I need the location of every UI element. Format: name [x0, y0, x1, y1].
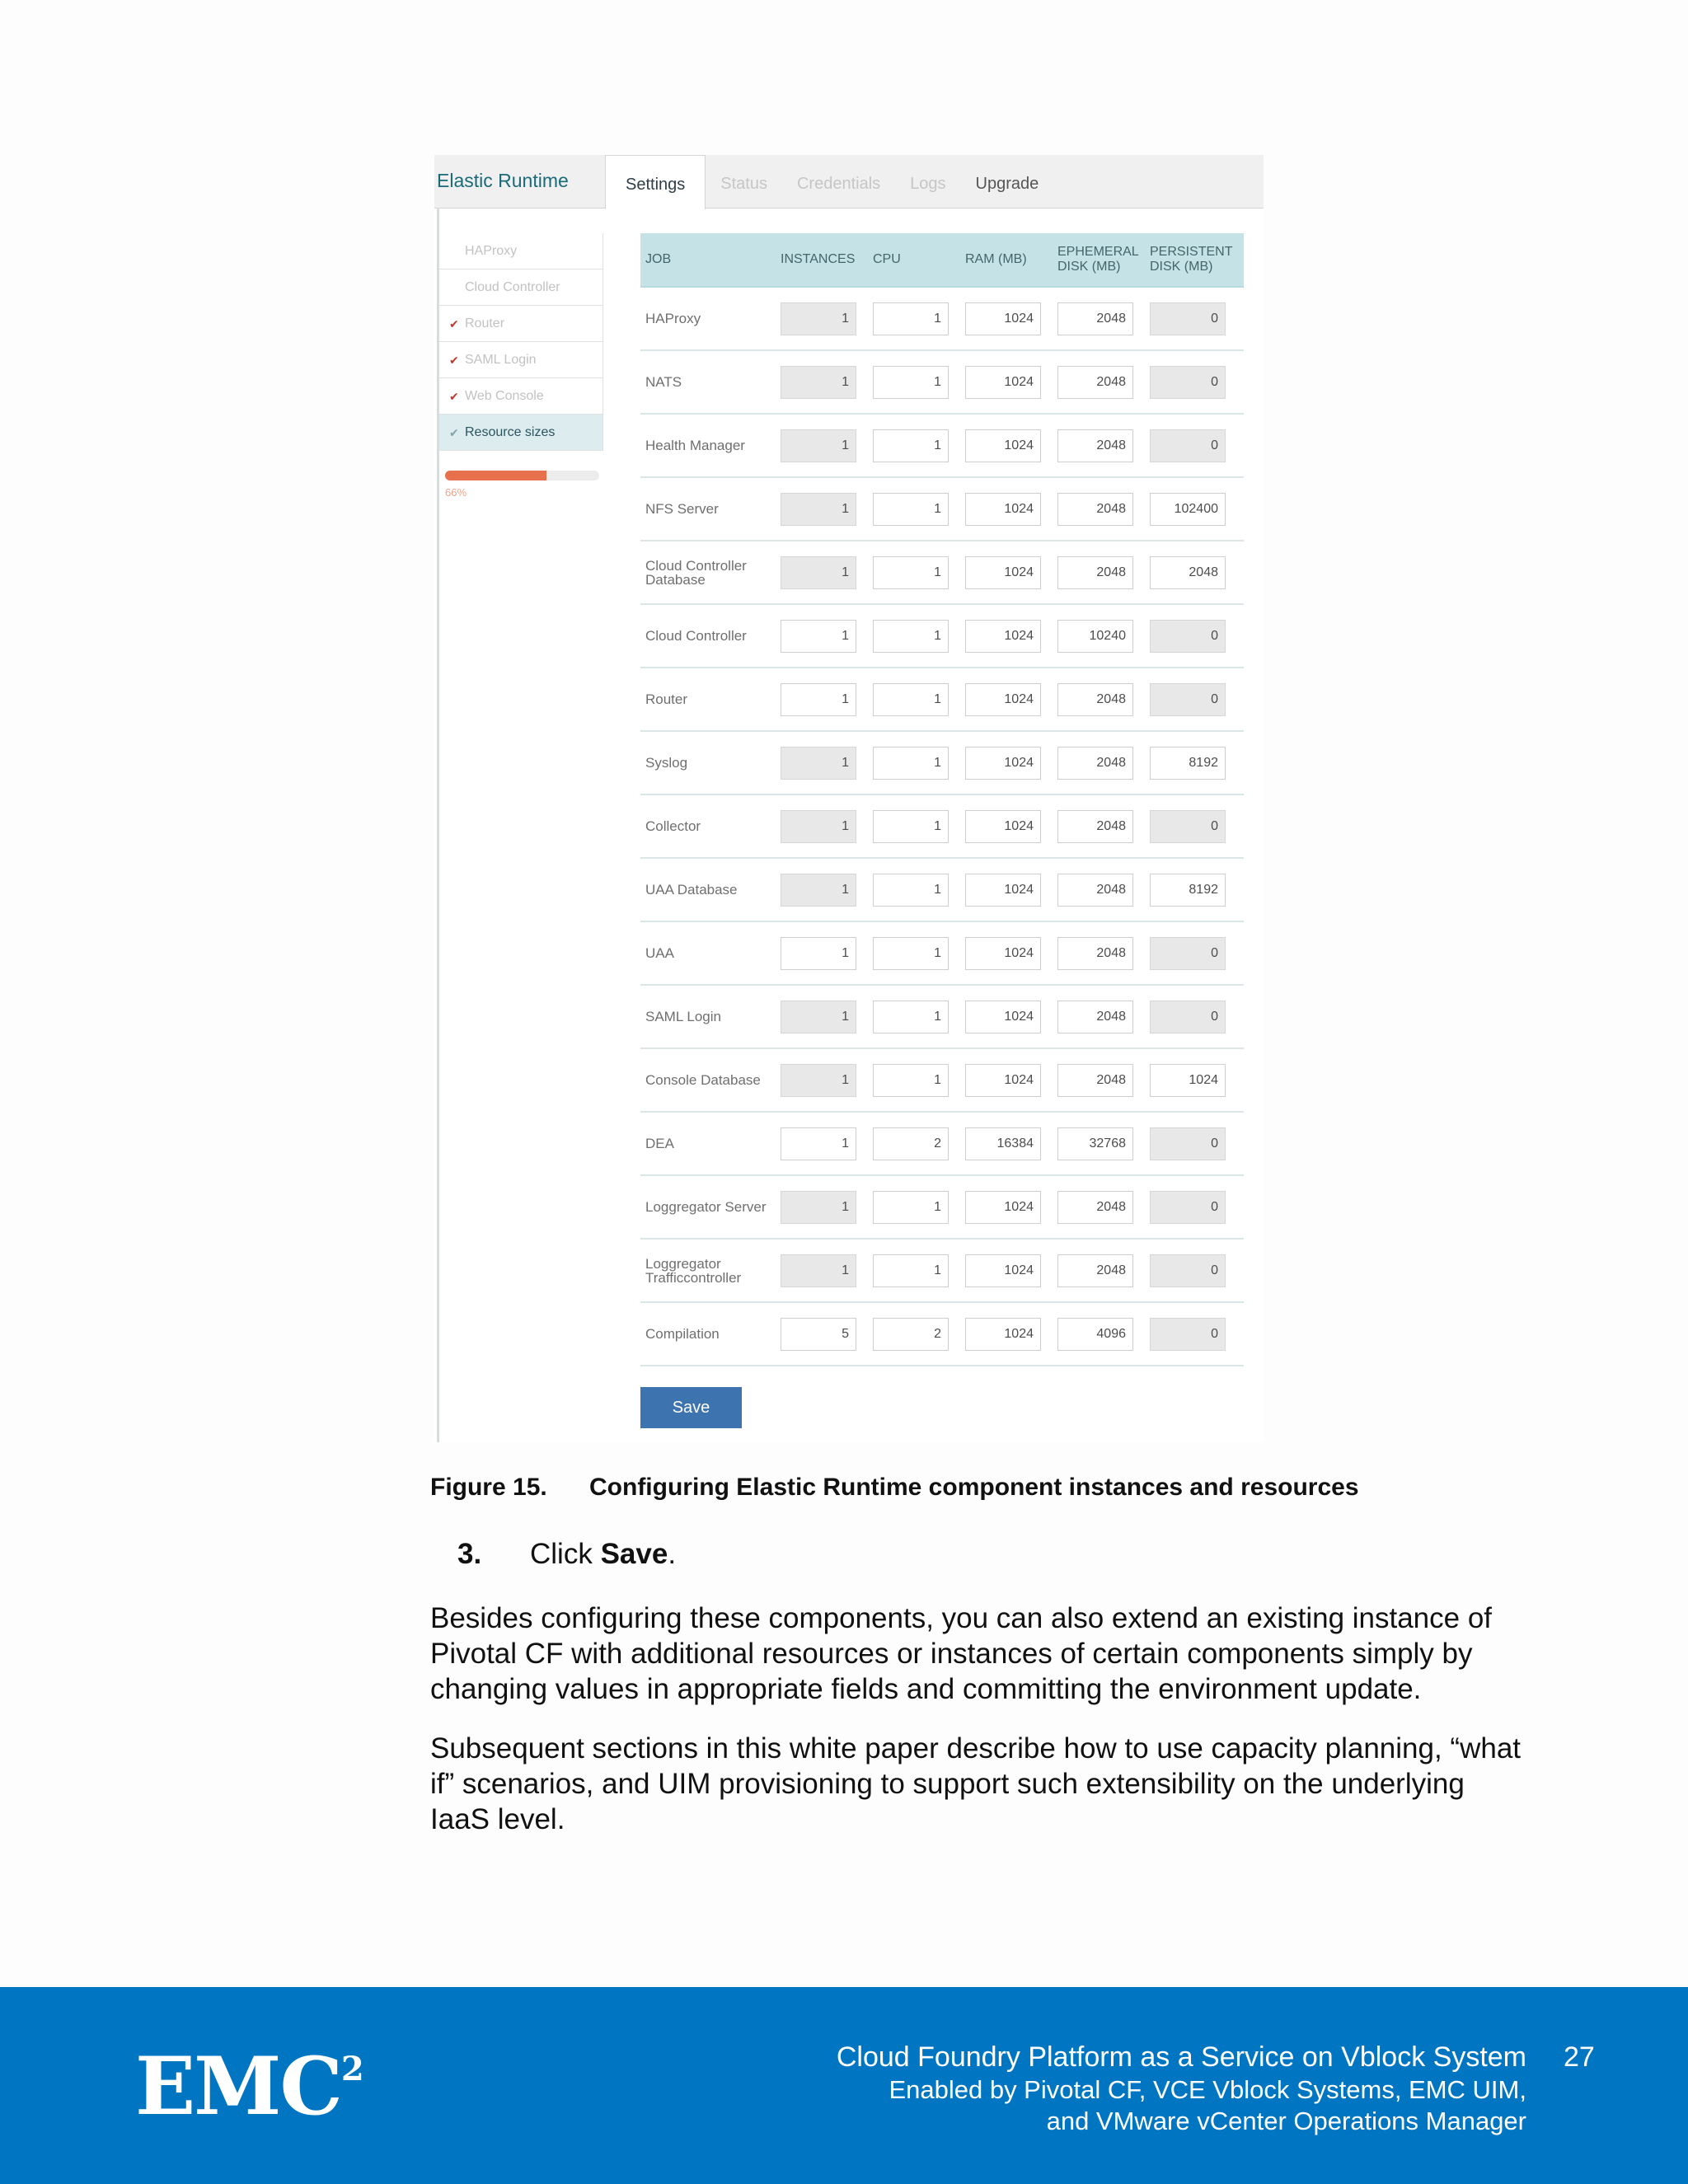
cell-ephemeral: [1053, 1239, 1145, 1302]
cell-persistent: [1145, 287, 1244, 350]
ephemeral-field[interactable]: 2048: [1057, 302, 1133, 335]
sidebar-item-label: HAProxy: [465, 244, 518, 258]
ram-field[interactable]: 1024: [965, 1318, 1041, 1351]
ephemeral-field[interactable]: 2048: [1057, 1064, 1133, 1097]
column-header-instances: INSTANCES: [776, 233, 868, 287]
job-name: HAProxy: [640, 287, 776, 350]
cell-ram: [960, 414, 1053, 477]
cpu-field[interactable]: 1: [873, 302, 949, 335]
cell-ram: [960, 668, 1053, 731]
table-row: [640, 1175, 1244, 1239]
sidebar-item-resource-sizes[interactable]: [439, 415, 603, 451]
ram-field[interactable]: 1024: [965, 937, 1041, 970]
cell-instances: [776, 541, 868, 604]
table-row: [640, 477, 1244, 541]
instances-field[interactable]: 1: [781, 1064, 856, 1097]
ephemeral-field[interactable]: 2048: [1057, 747, 1133, 780]
job-name: DEA: [640, 1112, 776, 1175]
cell-instances: [776, 287, 868, 350]
step-number: 3.: [457, 1538, 482, 1570]
persistent-field[interactable]: 1024: [1150, 1064, 1226, 1097]
cpu-field[interactable]: 1: [873, 874, 949, 907]
cell-ram: [960, 1239, 1053, 1302]
cell-ephemeral: [1053, 350, 1145, 414]
instances-field[interactable]: 1: [781, 366, 856, 399]
emc-logo: [135, 2040, 363, 2133]
instances-field[interactable]: 1: [781, 429, 856, 462]
cell-ram: [960, 921, 1053, 985]
instances-field[interactable]: 1: [781, 1001, 856, 1033]
page-number: 27: [1564, 2041, 1595, 2073]
cell-persistent: [1145, 1302, 1244, 1366]
instances-field[interactable]: 1: [781, 493, 856, 526]
cell-ram: [960, 350, 1053, 414]
cell-persistent: [1145, 541, 1244, 604]
cell-ram: [960, 985, 1053, 1048]
cell-instances: [776, 1112, 868, 1175]
body-paragraph: Subsequent sections in this white paper describe how to use capacity planning, “what if” scenarios, and UIM provisioning to support such extensibility on the underlying IaaS level.: [430, 1732, 1522, 1835]
cell-cpu: [868, 668, 960, 731]
ephemeral-field[interactable]: 2048: [1057, 810, 1133, 843]
instances-field[interactable]: 1: [781, 747, 856, 780]
persistent-field[interactable]: 0: [1150, 683, 1226, 716]
checkmark-icon: ✔: [449, 426, 459, 439]
progress-percent: 66%: [445, 486, 467, 499]
resource-sizes-table: [640, 233, 1244, 1366]
cell-persistent: [1145, 921, 1244, 985]
instances-field[interactable]: 5: [781, 1318, 856, 1351]
persistent-field[interactable]: 0: [1150, 620, 1226, 653]
progress-bar-fill: [445, 471, 546, 480]
page-footer: [0, 1987, 1688, 2184]
cell-persistent: [1145, 414, 1244, 477]
cell-ephemeral: [1053, 541, 1145, 604]
job-name: UAA Database: [640, 858, 776, 921]
persistent-field[interactable]: 102400: [1150, 493, 1226, 526]
progress-bar: [445, 471, 599, 480]
cell-instances: [776, 858, 868, 921]
tab-status[interactable]: Status: [720, 175, 767, 193]
sidebar-item-haproxy[interactable]: [439, 233, 603, 269]
table-header-row: [640, 233, 1244, 287]
ephemeral-field[interactable]: 2048: [1057, 874, 1133, 907]
cell-cpu: [868, 794, 960, 858]
persistent-field[interactable]: 0: [1150, 937, 1226, 970]
sidebar-item-label: SAML Login: [465, 353, 537, 367]
cpu-field[interactable]: 1: [873, 937, 949, 970]
cell-cpu: [868, 414, 960, 477]
ephemeral-field[interactable]: 2048: [1057, 683, 1133, 716]
cell-ram: [960, 541, 1053, 604]
column-header-job: JOB: [640, 233, 776, 287]
cell-ephemeral: [1053, 1112, 1145, 1175]
ram-field[interactable]: 1024: [965, 1064, 1041, 1097]
persistent-field[interactable]: 8192: [1150, 874, 1226, 907]
cell-instances: [776, 731, 868, 794]
ram-field[interactable]: 1024: [965, 1001, 1041, 1033]
instances-field[interactable]: 1: [781, 1127, 856, 1160]
logo-text: EMC: [135, 2040, 341, 2133]
cell-ram: [960, 794, 1053, 858]
cell-cpu: [868, 921, 960, 985]
cell-persistent: [1145, 731, 1244, 794]
elastic-runtime-screenshot: [434, 155, 1264, 1442]
ephemeral-field[interactable]: 2048: [1057, 1254, 1133, 1287]
cell-ephemeral: [1053, 414, 1145, 477]
cell-ephemeral: [1053, 985, 1145, 1048]
tile-header: [434, 155, 1264, 209]
ephemeral-field[interactable]: 4096: [1057, 1318, 1133, 1351]
cpu-field[interactable]: 1: [873, 366, 949, 399]
cell-cpu: [868, 1175, 960, 1239]
ephemeral-field[interactable]: 2048: [1057, 937, 1133, 970]
cpu-field[interactable]: 1: [873, 493, 949, 526]
step-suffix: .: [668, 1538, 677, 1570]
ephemeral-field[interactable]: 2048: [1057, 556, 1133, 589]
table-row: [640, 1239, 1244, 1302]
ephemeral-field[interactable]: 2048: [1057, 493, 1133, 526]
job-name: Syslog: [640, 731, 776, 794]
sidebar-item-label: Cloud Controller: [465, 280, 560, 294]
cpu-field[interactable]: 1: [873, 556, 949, 589]
ram-field[interactable]: 1024: [965, 302, 1041, 335]
cpu-field[interactable]: 1: [873, 620, 949, 653]
save-button[interactable]: Save: [640, 1387, 742, 1428]
cell-instances: [776, 477, 868, 541]
figure-number: Figure 15.: [430, 1474, 547, 1501]
cpu-field[interactable]: 1: [873, 429, 949, 462]
cell-instances: [776, 1239, 868, 1302]
footer-subtitle-line: Enabled by Pivotal CF, VCE Vblock Systems, EMC UIM,: [889, 2075, 1526, 2104]
table-row: [640, 414, 1244, 477]
table-row: [640, 858, 1244, 921]
cell-ephemeral: [1053, 731, 1145, 794]
sidebar-item-saml-login[interactable]: [439, 342, 603, 378]
ephemeral-field[interactable]: 2048: [1057, 429, 1133, 462]
cell-instances: [776, 668, 868, 731]
cpu-field[interactable]: 1: [873, 683, 949, 716]
table-row: [640, 985, 1244, 1048]
cell-persistent: [1145, 1112, 1244, 1175]
instances-field[interactable]: 1: [781, 810, 856, 843]
cell-persistent: [1145, 1048, 1244, 1112]
cell-persistent: [1145, 858, 1244, 921]
instances-field[interactable]: 1: [781, 556, 856, 589]
cell-persistent: [1145, 1175, 1244, 1239]
cell-persistent: [1145, 794, 1244, 858]
ram-field[interactable]: 1024: [965, 874, 1041, 907]
cell-ephemeral: [1053, 921, 1145, 985]
header-line: DISK (MB): [1150, 260, 1213, 274]
tab-bar: [605, 155, 1053, 208]
sidebar-item-router[interactable]: [439, 306, 603, 342]
ephemeral-field[interactable]: 2048: [1057, 1001, 1133, 1033]
column-header-persistent-disk: [1145, 233, 1244, 287]
ram-field[interactable]: 1024: [965, 683, 1041, 716]
sidebar: [439, 233, 603, 451]
cell-instances: [776, 1048, 868, 1112]
ram-field[interactable]: 1024: [965, 810, 1041, 843]
cell-ephemeral: [1053, 858, 1145, 921]
cell-instances: [776, 985, 868, 1048]
figure-caption: [430, 1474, 1359, 1502]
cell-ephemeral: [1053, 1048, 1145, 1112]
cell-ephemeral: [1053, 794, 1145, 858]
ram-field[interactable]: 1024: [965, 1191, 1041, 1224]
cell-ram: [960, 1175, 1053, 1239]
persistent-field[interactable]: 0: [1150, 810, 1226, 843]
cpu-field[interactable]: 2: [873, 1127, 949, 1160]
cell-ram: [960, 287, 1053, 350]
cell-persistent: [1145, 477, 1244, 541]
cpu-field[interactable]: 1: [873, 1001, 949, 1033]
persistent-field[interactable]: 0: [1150, 1191, 1226, 1224]
tab-logs[interactable]: Logs: [910, 175, 946, 193]
column-header-ephemeral-disk: [1053, 233, 1145, 287]
cpu-field[interactable]: 2: [873, 1318, 949, 1351]
table-row: [640, 731, 1244, 794]
cell-cpu: [868, 985, 960, 1048]
ram-field[interactable]: 1024: [965, 493, 1041, 526]
ram-field[interactable]: 1024: [965, 620, 1041, 653]
checkmark-icon: ✔: [449, 354, 459, 367]
cell-cpu: [868, 1048, 960, 1112]
job-name: UAA: [640, 921, 776, 985]
cell-persistent: [1145, 604, 1244, 668]
ram-field[interactable]: 16384: [965, 1127, 1041, 1160]
cell-ram: [960, 1302, 1053, 1366]
step-prefix: Click: [530, 1538, 601, 1570]
cell-ephemeral: [1053, 1175, 1145, 1239]
cell-ram: [960, 1048, 1053, 1112]
ram-field[interactable]: 1024: [965, 366, 1041, 399]
ram-field[interactable]: 1024: [965, 1254, 1041, 1287]
cell-cpu: [868, 1112, 960, 1175]
cell-cpu: [868, 350, 960, 414]
column-header-cpu: CPU: [868, 233, 960, 287]
job-name: Compilation: [640, 1302, 776, 1366]
ephemeral-field[interactable]: 10240: [1057, 620, 1133, 653]
cell-ephemeral: [1053, 668, 1145, 731]
job-name: SAML Login: [640, 985, 776, 1048]
persistent-field[interactable]: 0: [1150, 1127, 1226, 1160]
instances-field[interactable]: 1: [781, 683, 856, 716]
cell-ephemeral: [1053, 1302, 1145, 1366]
cell-ram: [960, 1112, 1053, 1175]
body-paragraph: Besides configuring these components, you can also extend an existing instance of Pivotal CF with additional resources or instances of certain components simply by changing values in appropriate fields and committing the environment update.: [430, 1602, 1493, 1705]
job-name: Loggregator Trafficcontroller: [640, 1239, 776, 1302]
cell-instances: [776, 794, 868, 858]
instances-field[interactable]: 1: [781, 874, 856, 907]
cpu-field[interactable]: 1: [873, 747, 949, 780]
ram-field[interactable]: 1024: [965, 747, 1041, 780]
job-name: NFS Server: [640, 477, 776, 541]
table-row: [640, 1112, 1244, 1175]
cell-persistent: [1145, 350, 1244, 414]
instances-field[interactable]: 1: [781, 302, 856, 335]
header-line: EPHEMERAL: [1057, 245, 1139, 259]
tab-settings[interactable]: Settings: [605, 155, 706, 209]
cell-ephemeral: [1053, 477, 1145, 541]
sidebar-item-cloud-controller[interactable]: [439, 269, 603, 306]
table-row: [640, 541, 1244, 604]
job-name: Router: [640, 668, 776, 731]
sidebar-item-web-console[interactable]: [439, 378, 603, 415]
job-name: Console Database: [640, 1048, 776, 1112]
ram-field[interactable]: 1024: [965, 429, 1041, 462]
header-line: DISK (MB): [1057, 260, 1121, 274]
persistent-field[interactable]: 0: [1150, 1318, 1226, 1351]
cpu-field[interactable]: 1: [873, 810, 949, 843]
job-name: NATS: [640, 350, 776, 414]
cell-persistent: [1145, 985, 1244, 1048]
tab-credentials[interactable]: Credentials: [796, 175, 881, 193]
header-line: PERSISTENT: [1150, 245, 1233, 259]
job-name: Health Manager: [640, 414, 776, 477]
ephemeral-field[interactable]: 2048: [1057, 1191, 1133, 1224]
job-name: Loggregator Server: [640, 1175, 776, 1239]
figure-title: Configuring Elastic Runtime component instances and resources: [589, 1474, 1359, 1501]
sidebar-item-label: Web Console: [465, 389, 544, 403]
instances-field[interactable]: 1: [781, 620, 856, 653]
step-action: Save: [600, 1538, 668, 1570]
ram-field[interactable]: 1024: [965, 556, 1041, 589]
persistent-field[interactable]: 0: [1150, 1001, 1226, 1033]
cell-instances: [776, 414, 868, 477]
cell-cpu: [868, 541, 960, 604]
cell-cpu: [868, 287, 960, 350]
cell-ephemeral: [1053, 604, 1145, 668]
ephemeral-field[interactable]: 2048: [1057, 366, 1133, 399]
cell-instances: [776, 921, 868, 985]
step-3: [457, 1538, 676, 1571]
logo-superscript: 2: [340, 2050, 363, 2088]
cell-ram: [960, 477, 1053, 541]
table-row: [640, 921, 1244, 985]
cell-ram: [960, 731, 1053, 794]
cpu-field[interactable]: 1: [873, 1254, 949, 1287]
cpu-field[interactable]: 1: [873, 1064, 949, 1097]
instances-field[interactable]: 1: [781, 1191, 856, 1224]
persistent-field[interactable]: 8192: [1150, 747, 1226, 780]
cell-cpu: [868, 731, 960, 794]
cell-persistent: [1145, 1239, 1244, 1302]
tab-upgrade[interactable]: Upgrade: [975, 175, 1039, 193]
persistent-field[interactable]: 0: [1150, 366, 1226, 399]
job-name: Cloud Controller Database: [640, 541, 776, 604]
checkmark-icon: ✔: [449, 317, 459, 330]
cell-instances: [776, 604, 868, 668]
cell-persistent: [1145, 668, 1244, 731]
persistent-field[interactable]: 0: [1150, 302, 1226, 335]
column-header-ram: RAM (MB): [960, 233, 1053, 287]
table-row: [640, 604, 1244, 668]
job-name: Collector: [640, 794, 776, 858]
table-body: [640, 287, 1244, 1366]
cpu-field[interactable]: 1: [873, 1191, 949, 1224]
ephemeral-field[interactable]: 32768: [1057, 1127, 1133, 1160]
cell-cpu: [868, 477, 960, 541]
cell-instances: [776, 1302, 868, 1366]
footer-subtitle-line: and VMware vCenter Operations Manager: [1046, 2107, 1526, 2135]
checkmark-icon: ✔: [449, 390, 459, 403]
instances-field[interactable]: 1: [781, 1254, 856, 1287]
cell-cpu: [868, 1239, 960, 1302]
cell-cpu: [868, 604, 960, 668]
table-row: [640, 287, 1244, 350]
cell-cpu: [868, 858, 960, 921]
persistent-field[interactable]: 2048: [1150, 556, 1226, 589]
footer-title-line: Cloud Foundry Platform as a Service on Vblock System: [836, 2041, 1526, 2073]
persistent-field[interactable]: 0: [1150, 429, 1226, 462]
table-row: [640, 668, 1244, 731]
cell-instances: [776, 1175, 868, 1239]
cell-ram: [960, 858, 1053, 921]
job-name: Cloud Controller: [640, 604, 776, 668]
cell-instances: [776, 350, 868, 414]
persistent-field[interactable]: 0: [1150, 1254, 1226, 1287]
cell-ram: [960, 604, 1053, 668]
product-title: Elastic Runtime: [437, 170, 569, 191]
sidebar-item-label: Router: [465, 316, 505, 330]
cell-ephemeral: [1053, 287, 1145, 350]
table-row: [640, 1048, 1244, 1112]
sidebar-item-label: Resource sizes: [465, 425, 556, 439]
table-row: [640, 1302, 1244, 1366]
table-row: [640, 794, 1244, 858]
cell-cpu: [868, 1302, 960, 1366]
instances-field[interactable]: 1: [781, 937, 856, 970]
table-row: [640, 350, 1244, 414]
